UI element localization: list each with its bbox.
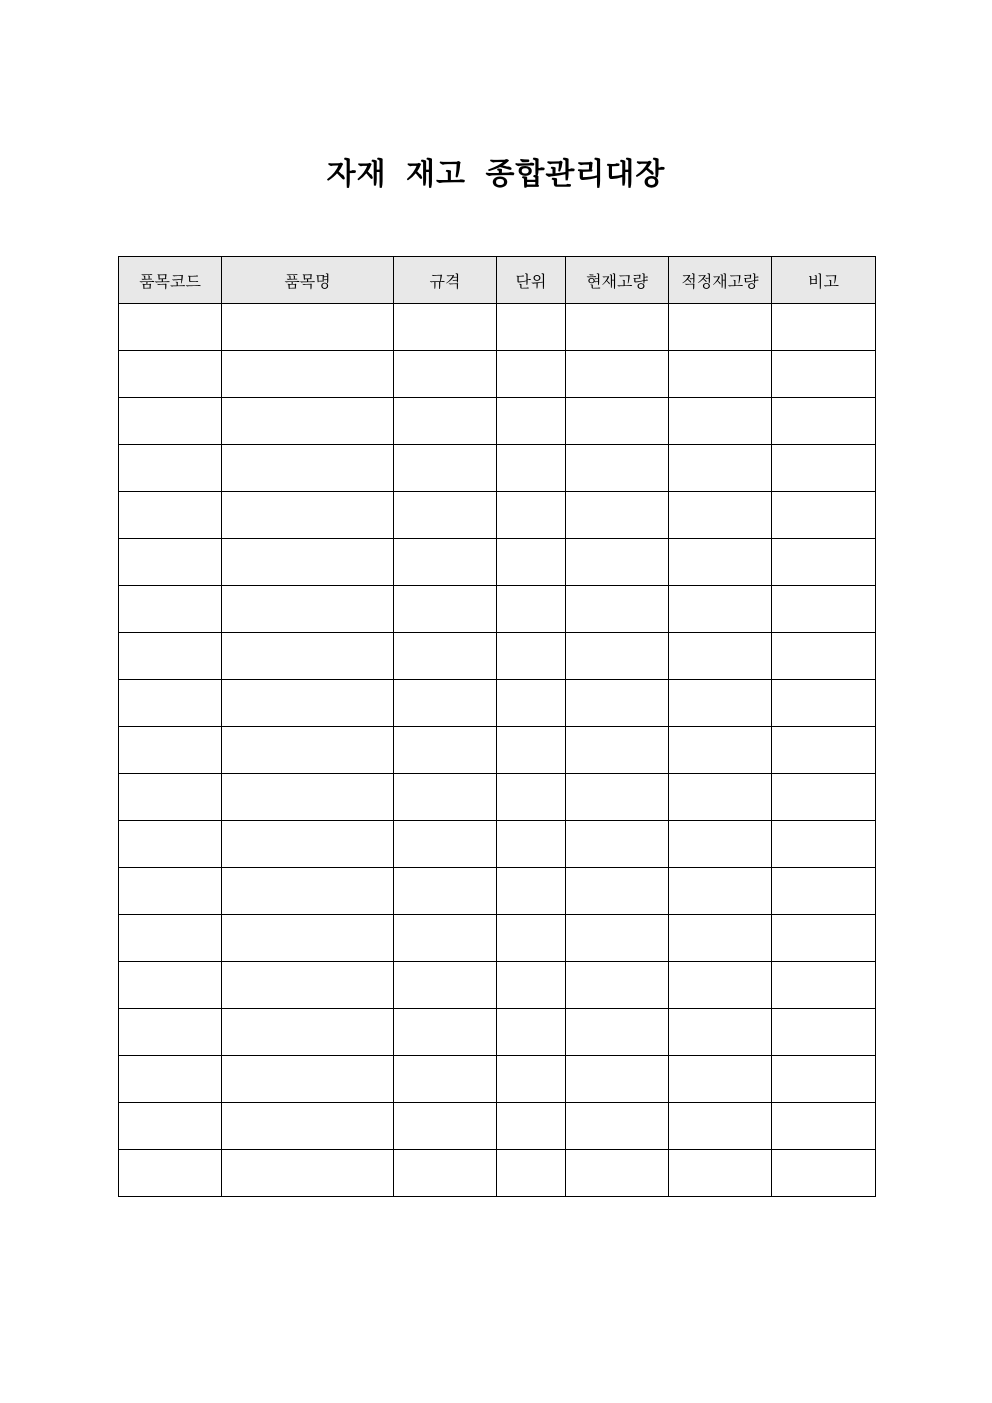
- specification-cell: [394, 1056, 497, 1103]
- item-name-cell: [222, 539, 394, 586]
- header-item-code: 품목코드: [119, 257, 222, 304]
- current-stock-cell: [566, 586, 669, 633]
- item-code-cell: [119, 633, 222, 680]
- optimal-stock-cell: [669, 680, 772, 727]
- table-body: [119, 304, 876, 1197]
- specification-cell: [394, 1103, 497, 1150]
- optimal-stock-cell: [669, 398, 772, 445]
- current-stock-cell: [566, 445, 669, 492]
- remarks-cell: [772, 1150, 876, 1197]
- optimal-stock-cell: [669, 962, 772, 1009]
- optimal-stock-cell: [669, 445, 772, 492]
- item-code-cell: [119, 492, 222, 539]
- current-stock-cell: [566, 1150, 669, 1197]
- optimal-stock-cell: [669, 1103, 772, 1150]
- item-code-cell: [119, 962, 222, 1009]
- unit-cell: [497, 398, 566, 445]
- remarks-cell: [772, 351, 876, 398]
- optimal-stock-cell: [669, 492, 772, 539]
- unit-cell: [497, 539, 566, 586]
- item-name-cell: [222, 680, 394, 727]
- item-code-cell: [119, 915, 222, 962]
- item-name-cell: [222, 398, 394, 445]
- header-optimal-stock: 적정재고량: [669, 257, 772, 304]
- specification-cell: [394, 1150, 497, 1197]
- item-name-cell: [222, 962, 394, 1009]
- unit-cell: [497, 1103, 566, 1150]
- item-name-cell: [222, 586, 394, 633]
- unit-cell: [497, 821, 566, 868]
- item-name-cell: [222, 1150, 394, 1197]
- header-item-name: 품목명: [222, 257, 394, 304]
- item-code-cell: [119, 351, 222, 398]
- unit-cell: [497, 774, 566, 821]
- table-row: [119, 304, 876, 351]
- unit-cell: [497, 586, 566, 633]
- remarks-cell: [772, 774, 876, 821]
- item-code-cell: [119, 1056, 222, 1103]
- table-row: [119, 445, 876, 492]
- unit-cell: [497, 727, 566, 774]
- remarks-cell: [772, 962, 876, 1009]
- optimal-stock-cell: [669, 868, 772, 915]
- table-row: [119, 1103, 876, 1150]
- unit-cell: [497, 633, 566, 680]
- current-stock-cell: [566, 962, 669, 1009]
- optimal-stock-cell: [669, 633, 772, 680]
- table-row: [119, 868, 876, 915]
- remarks-cell: [772, 492, 876, 539]
- table-row: [119, 915, 876, 962]
- table-row: [119, 1056, 876, 1103]
- specification-cell: [394, 539, 497, 586]
- item-name-cell: [222, 1056, 394, 1103]
- remarks-cell: [772, 1009, 876, 1056]
- optimal-stock-cell: [669, 1056, 772, 1103]
- current-stock-cell: [566, 1103, 669, 1150]
- optimal-stock-cell: [669, 915, 772, 962]
- item-name-cell: [222, 304, 394, 351]
- specification-cell: [394, 821, 497, 868]
- current-stock-cell: [566, 774, 669, 821]
- item-code-cell: [119, 868, 222, 915]
- remarks-cell: [772, 633, 876, 680]
- optimal-stock-cell: [669, 304, 772, 351]
- remarks-cell: [772, 915, 876, 962]
- table-row: [119, 492, 876, 539]
- specification-cell: [394, 492, 497, 539]
- remarks-cell: [772, 821, 876, 868]
- current-stock-cell: [566, 727, 669, 774]
- unit-cell: [497, 1056, 566, 1103]
- unit-cell: [497, 1150, 566, 1197]
- header-unit: 단위: [497, 257, 566, 304]
- table-row: [119, 586, 876, 633]
- table-row: [119, 962, 876, 1009]
- remarks-cell: [772, 680, 876, 727]
- current-stock-cell: [566, 539, 669, 586]
- document-title: 자재 재고 종합관리대장: [326, 157, 666, 193]
- remarks-cell: [772, 398, 876, 445]
- header-specification: 규격: [394, 257, 497, 304]
- current-stock-cell: [566, 492, 669, 539]
- current-stock-cell: [566, 868, 669, 915]
- table-row: [119, 680, 876, 727]
- specification-cell: [394, 774, 497, 821]
- item-code-cell: [119, 727, 222, 774]
- item-name-cell: [222, 868, 394, 915]
- remarks-cell: [772, 586, 876, 633]
- current-stock-cell: [566, 915, 669, 962]
- optimal-stock-cell: [669, 1009, 772, 1056]
- optimal-stock-cell: [669, 821, 772, 868]
- table-row: [119, 539, 876, 586]
- specification-cell: [394, 633, 497, 680]
- header-remarks: 비고: [772, 257, 876, 304]
- specification-cell: [394, 962, 497, 1009]
- optimal-stock-cell: [669, 539, 772, 586]
- remarks-cell: [772, 1103, 876, 1150]
- unit-cell: [497, 351, 566, 398]
- item-code-cell: [119, 680, 222, 727]
- item-name-cell: [222, 821, 394, 868]
- current-stock-cell: [566, 351, 669, 398]
- item-name-cell: [222, 351, 394, 398]
- item-name-cell: [222, 1009, 394, 1056]
- unit-cell: [497, 1009, 566, 1056]
- unit-cell: [497, 445, 566, 492]
- inventory-ledger-table: [118, 256, 876, 1197]
- table-row: [119, 727, 876, 774]
- specification-cell: [394, 586, 497, 633]
- optimal-stock-cell: [669, 774, 772, 821]
- remarks-cell: [772, 727, 876, 774]
- specification-cell: [394, 351, 497, 398]
- table-row: [119, 1009, 876, 1056]
- unit-cell: [497, 492, 566, 539]
- table-row: [119, 351, 876, 398]
- item-code-cell: [119, 1009, 222, 1056]
- item-code-cell: [119, 586, 222, 633]
- item-name-cell: [222, 445, 394, 492]
- item-name-cell: [222, 633, 394, 680]
- item-code-cell: [119, 539, 222, 586]
- table-header-row: [119, 257, 876, 304]
- specification-cell: [394, 445, 497, 492]
- unit-cell: [497, 868, 566, 915]
- header-current-stock: 현재고량: [566, 257, 669, 304]
- item-name-cell: [222, 1103, 394, 1150]
- remarks-cell: [772, 304, 876, 351]
- table-row: [119, 398, 876, 445]
- optimal-stock-cell: [669, 1150, 772, 1197]
- item-code-cell: [119, 821, 222, 868]
- item-code-cell: [119, 1103, 222, 1150]
- current-stock-cell: [566, 1009, 669, 1056]
- table-row: [119, 774, 876, 821]
- optimal-stock-cell: [669, 351, 772, 398]
- specification-cell: [394, 915, 497, 962]
- specification-cell: [394, 398, 497, 445]
- specification-cell: [394, 304, 497, 351]
- remarks-cell: [772, 1056, 876, 1103]
- specification-cell: [394, 680, 497, 727]
- current-stock-cell: [566, 633, 669, 680]
- current-stock-cell: [566, 821, 669, 868]
- optimal-stock-cell: [669, 727, 772, 774]
- item-name-cell: [222, 492, 394, 539]
- specification-cell: [394, 868, 497, 915]
- item-name-cell: [222, 915, 394, 962]
- table-row: [119, 1150, 876, 1197]
- item-code-cell: [119, 774, 222, 821]
- current-stock-cell: [566, 680, 669, 727]
- item-code-cell: [119, 445, 222, 492]
- specification-cell: [394, 1009, 497, 1056]
- optimal-stock-cell: [669, 586, 772, 633]
- current-stock-cell: [566, 1056, 669, 1103]
- item-name-cell: [222, 727, 394, 774]
- remarks-cell: [772, 445, 876, 492]
- table-row: [119, 633, 876, 680]
- current-stock-cell: [566, 304, 669, 351]
- unit-cell: [497, 915, 566, 962]
- unit-cell: [497, 962, 566, 1009]
- table-row: [119, 821, 876, 868]
- item-code-cell: [119, 304, 222, 351]
- remarks-cell: [772, 539, 876, 586]
- item-name-cell: [222, 774, 394, 821]
- remarks-cell: [772, 868, 876, 915]
- specification-cell: [394, 727, 497, 774]
- unit-cell: [497, 304, 566, 351]
- item-code-cell: [119, 398, 222, 445]
- unit-cell: [497, 680, 566, 727]
- item-code-cell: [119, 1150, 222, 1197]
- current-stock-cell: [566, 398, 669, 445]
